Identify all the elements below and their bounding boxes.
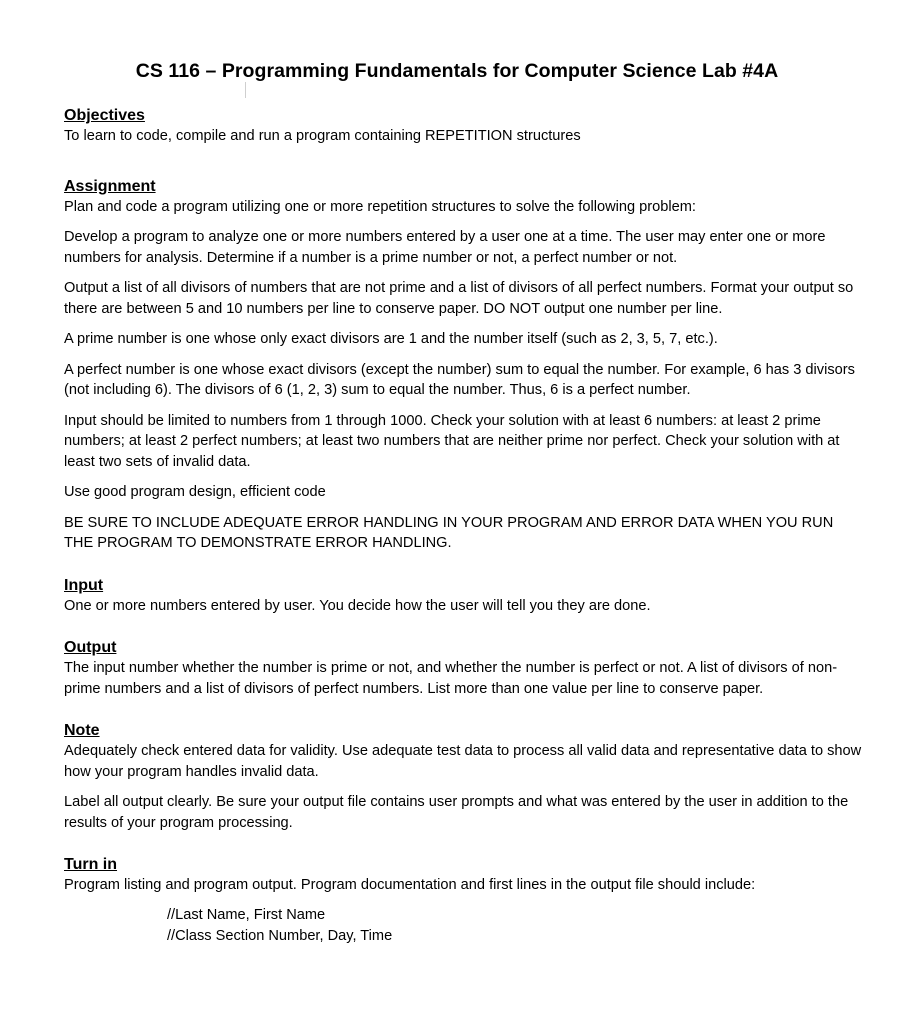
output-text: The input number whether the number is prime or not, and whether the number is perfect or not. A list of divisors of non-prime numbers and a list of divisors of perfect numbers. List more than one value per line to conserve paper.	[64, 660, 838, 697]
assignment-paragraph: Develop a program to analyze one or more numbers entered by a user one at a time. The user may enter one or more numbers for analysis. Determine if a number is a prime number or not, a perfect number or not.	[64, 229, 826, 266]
section-output	[64, 638, 864, 699]
heading-note: Note	[64, 722, 100, 739]
text-cursor	[245, 82, 246, 98]
document-body	[64, 106, 864, 947]
section-note	[64, 721, 864, 833]
assignment-paragraph: Output a list of all divisors of numbers that are not prime and a list of divisors of all perfect numbers. Format your output so there are between 5 and 10 numbers per line to conserve paper. DO NOT output one number per line.	[64, 280, 854, 317]
section-input	[64, 576, 864, 617]
assignment-paragraph: Plan and code a program utilizing one or more repetition structures to solve the following problem:	[64, 198, 696, 215]
objectives-text: To learn to code, compile and run a program containing REPETITION structures	[64, 128, 581, 144]
heading-turn-in: Turn in	[64, 856, 118, 873]
heading-input: Input	[64, 576, 104, 594]
doc-line-section: //Class Section Number, Day, Time	[167, 927, 393, 944]
note-paragraph: Label all output clearly. Be sure your output file contains user prompts and what was entered by the user in addition to the results of your program processing.	[64, 794, 849, 831]
input-text: One or more numbers entered by user. You decide how the user will tell you they are done.	[64, 597, 651, 614]
assignment-paragraph: A perfect number is one whose exact divisors (except the number) sum to equal the number. For example, 6 has 3 divisors (not including 6). The divisors of 6 (1, 2, 3) sum to equal the number. Thus, 6 is a perfect number.	[64, 361, 855, 398]
section-turn-in	[64, 855, 864, 947]
documentation-lines	[167, 905, 864, 947]
assignment-paragraph: Input should be limited to numbers from 1 through 1000. Check your solution with at least 6 numbers: at least 2 prime numbers; at least 2 perfect numbers; at least two numbers that are neither prime nor perfect. Check your solution with at least two sets of invalid data.	[64, 412, 840, 470]
page-title: CS 116 – Programming Fundamentals for Computer Science Lab #4A	[135, 60, 779, 82]
assignment-paragraph: A prime number is one whose only exact divisors are 1 and the number itself (such as 2, 3, 5, 7, etc.).	[64, 331, 718, 347]
heading-objectives: Objectives	[64, 107, 145, 124]
doc-line-name: //Last Name, First Name	[167, 906, 326, 923]
heading-assignment: Assignment	[64, 177, 156, 195]
section-assignment	[64, 177, 864, 554]
turn-in-text: Program listing and program output. Program documentation and first lines in the output file should include:	[64, 877, 756, 893]
assignment-paragraph: Use good program design, efficient code	[64, 484, 326, 500]
assignment-paragraph: BE SURE TO INCLUDE ADEQUATE ERROR HANDLING IN YOUR PROGRAM AND ERROR DATA WHEN YOU RUN THE PROGRAM TO DEMONSTRATE ERROR HANDLING.	[64, 514, 834, 551]
heading-output: Output	[64, 639, 117, 656]
section-objectives	[64, 106, 864, 147]
note-paragraph: Adequately check entered data for validity. Use adequate test data to process all valid data and representative data to show how your program handles invalid data.	[64, 743, 862, 780]
